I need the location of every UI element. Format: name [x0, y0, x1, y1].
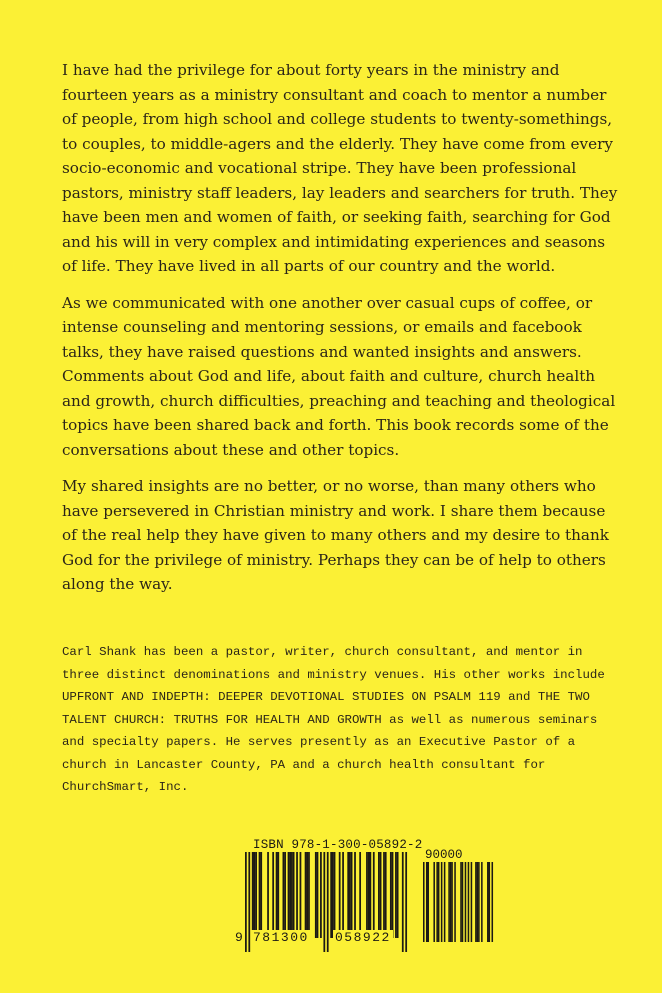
barcode-bar [289, 852, 291, 938]
barcode-bar [272, 852, 274, 938]
addon-bar [444, 862, 446, 942]
addon-bar [468, 862, 470, 942]
guard-bar [248, 852, 250, 952]
barcode-bar [383, 852, 385, 938]
barcode-bar [349, 852, 351, 938]
barcode-bar [351, 852, 353, 938]
barcode-bar [397, 852, 399, 938]
barcode-bar [308, 852, 310, 938]
barcode-bar [260, 852, 262, 938]
addon-bar [471, 862, 473, 942]
barcode-first-digit: 9 [235, 930, 243, 945]
addon-bar [465, 862, 467, 942]
addon-bar [460, 862, 462, 942]
addon-bar [448, 862, 450, 942]
blurb-paragraph-1: I have had the privilege for about forty years in the ministry and fourteen years as a ministry consultant and coach to mentor a number of people, from high school and college students to twenty-somethings, to couples, to middle-agers and the elderly. They have come from every socio-economic and vocational stripe. They have been professional pastors, ministry staff leaders, lay leaders and searchers for truth. They have been men and women of faith, or seeking faith, searching for God and his will in very complex and intimidating experiences and seasons of life. They have lived in all parts of our country and the world. [62, 61, 618, 275]
addon-bar [492, 862, 494, 942]
barcode-bar [380, 852, 382, 938]
barcode-bar [369, 852, 371, 938]
addon-bar [478, 862, 480, 942]
barcode-bar [305, 852, 307, 938]
addon-bar [427, 862, 429, 942]
addon-bar [438, 862, 440, 942]
barcode-bar [339, 852, 341, 938]
barcode-bar [277, 852, 279, 938]
guard-bar [405, 852, 407, 952]
barcode-bar [283, 852, 285, 938]
addon-bar [477, 862, 479, 942]
addon-bar [451, 862, 453, 942]
isbn-label: ISBN 978-1-300-05892-2 [253, 838, 423, 852]
barcode-bar [320, 852, 322, 938]
addon-bar [441, 862, 443, 942]
barcode-bar [385, 852, 387, 938]
barcode-bar [334, 852, 336, 938]
addon-bar [454, 862, 456, 942]
blurb-paragraph-3: My shared insights are no better, or no worse, than many others who have persevered in Christian ministry and work. I share them because of the real help they have given to many others and my desire to thank God for the privilege of ministry. Perhaps they can be of help to others along the way. [62, 477, 609, 593]
guard-bar [245, 852, 247, 952]
barcode-bar [366, 852, 368, 938]
barcode-bar [368, 852, 370, 938]
barcode-bar [395, 852, 397, 938]
guard-bar [323, 852, 325, 952]
barcode-bar [378, 852, 380, 938]
barcode-bar [347, 852, 349, 938]
isbn-barcode [233, 838, 503, 958]
barcode-bar [252, 852, 254, 938]
price-addon-bars [423, 862, 495, 942]
book-blurb [62, 58, 622, 609]
barcode-bar [330, 852, 332, 938]
addon-bar [487, 862, 489, 942]
blurb-paragraph-2: As we communicated with one another over casual cups of coffee, or intense counseling and mentoring sessions, or emails and facebook talks, they have raised questions and wanted insights and answers. Comments about God and life, about faith and culture, church health and growth, church difficulties, preaching and teaching and theological topics have been shared back and forth. This book records some of the conversations about these and other topics. [62, 293, 616, 459]
addon-bar [450, 862, 452, 942]
barcode-bar [291, 852, 293, 938]
barcode-bar [259, 852, 261, 938]
addon-bar [481, 862, 483, 942]
barcode-bar [332, 852, 334, 938]
barcode-bar [276, 852, 278, 938]
addon-bar [436, 862, 438, 942]
barcode-bar [254, 852, 256, 938]
addon-bar [475, 862, 477, 942]
barcode-right-digits: 058922 [335, 930, 391, 945]
addon-bar [433, 862, 435, 942]
barcode-bar [306, 852, 308, 938]
barcode-bar [300, 852, 302, 938]
barcode-bar [267, 852, 269, 938]
barcode-bar [293, 852, 295, 938]
barcode-bar [390, 852, 392, 938]
barcode-bar [315, 852, 317, 938]
barcode-bar [317, 852, 319, 938]
guard-bar [402, 852, 404, 952]
addon-bar [423, 862, 425, 942]
author-bio: Carl Shank has been a pastor, writer, church consultant, and mentor in three distinct denominations and ministry venues. His other works include UPFRONT AND INDEPTH: DEEPER DEVOTIONAL STUDIES ON PSALM 119 and THE TWO TALENT CHURCH: TRUTHS FOR HEALTH AND GROWTH as well as numerous seminars and specialty papers. He serves presently as an Executive Pastor of a church in Lancaster County, PA and a church health consultant for ChurchSmart, Inc. [62, 645, 605, 794]
addon-bar [489, 862, 491, 942]
barcode-bar [255, 852, 257, 938]
guard-bar [327, 852, 329, 952]
barcode-bar [392, 852, 394, 938]
addon-bar [426, 862, 428, 942]
barcode-bar [359, 852, 361, 938]
barcode-bar [288, 852, 290, 938]
barcode-bar [354, 852, 356, 938]
barcode-bar [296, 852, 298, 938]
barcode-bar [342, 852, 344, 938]
barcode-bar [373, 852, 375, 938]
price-code: 90000 [425, 848, 463, 862]
barcode-bar [284, 852, 286, 938]
addon-bar [462, 862, 464, 942]
barcode-left-digits: 781300 [253, 930, 309, 945]
